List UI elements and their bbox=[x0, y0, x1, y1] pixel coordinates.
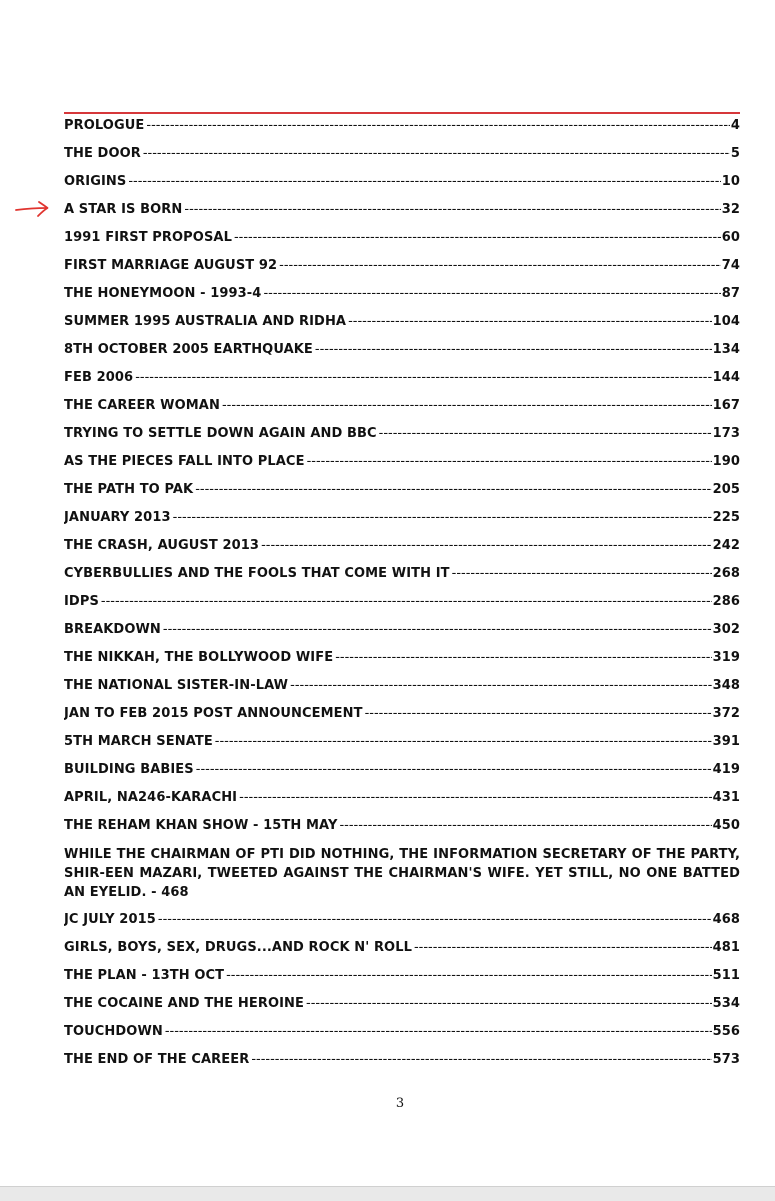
toc-entry bbox=[64, 395, 740, 423]
toc-entry bbox=[64, 703, 740, 731]
toc-entry-title: THE PLAN - 13TH OCT bbox=[64, 968, 225, 983]
toc-entry bbox=[64, 255, 740, 283]
toc-entry-page: 32 bbox=[721, 202, 740, 217]
toc-dot-leader bbox=[339, 815, 711, 837]
toc-entry-page: 225 bbox=[712, 510, 740, 525]
toc-entry-title: BUILDING BABIES bbox=[64, 762, 194, 777]
toc-entry-page: 302 bbox=[712, 622, 740, 637]
toc-dot-leader bbox=[222, 395, 712, 417]
toc-dot-leader bbox=[452, 563, 712, 585]
toc-entry-page: 481 bbox=[712, 940, 740, 955]
toc-entry-page: 5 bbox=[730, 146, 740, 161]
toc-entry-page: 144 bbox=[712, 370, 740, 385]
toc-entry-page: 167 bbox=[712, 398, 740, 413]
toc-entry-title: THE NIKKAH, THE BOLLYWOOD WIFE bbox=[64, 650, 334, 665]
toc-entry-title: THE CAREER WOMAN bbox=[64, 398, 220, 413]
toc-entry-page: 4 bbox=[730, 118, 740, 133]
toc-entry bbox=[64, 1049, 740, 1077]
toc-entry bbox=[64, 423, 740, 451]
toc-entry-page: 173 bbox=[712, 426, 740, 441]
toc-entry-page: 391 bbox=[712, 734, 740, 749]
toc-entry bbox=[64, 367, 740, 395]
toc-entry-title: ORIGINS bbox=[64, 174, 127, 189]
toc-entry-title: THE END OF THE CAREER bbox=[64, 1052, 250, 1067]
toc-entry bbox=[64, 451, 740, 479]
toc-dot-leader bbox=[143, 143, 730, 165]
page-number: 3 bbox=[395, 1096, 405, 1111]
toc-dot-leader bbox=[101, 591, 712, 613]
toc-dot-leader bbox=[306, 993, 712, 1015]
toc-list bbox=[64, 909, 740, 1077]
toc-dot-leader bbox=[379, 423, 712, 445]
toc-entry bbox=[64, 619, 740, 647]
toc-entry bbox=[64, 479, 740, 507]
toc-entry-page: 286 bbox=[712, 594, 740, 609]
toc-entry-page: 319 bbox=[712, 650, 740, 665]
toc-entry-page: 190 bbox=[712, 454, 740, 469]
toc-entry bbox=[64, 115, 740, 143]
toc-entry-page: 511 bbox=[712, 968, 740, 983]
toc-list bbox=[64, 115, 740, 843]
toc-dot-leader bbox=[196, 759, 712, 781]
toc-dot-leader bbox=[307, 451, 712, 473]
toc-entry bbox=[64, 1021, 740, 1049]
toc-dot-leader bbox=[261, 535, 712, 557]
hand-drawn-arrow-icon bbox=[14, 199, 50, 219]
toc-entry bbox=[64, 227, 740, 255]
toc-dot-leader bbox=[234, 227, 721, 249]
toc-entry bbox=[64, 993, 740, 1021]
toc-entry bbox=[64, 937, 740, 965]
toc-dot-leader bbox=[173, 507, 712, 529]
toc-entry-page: 573 bbox=[712, 1052, 740, 1067]
toc-entry-page: 419 bbox=[712, 762, 740, 777]
toc-entry-page: 534 bbox=[712, 996, 740, 1011]
toc-entry-title: AS THE PIECES FALL INTO PLACE bbox=[64, 454, 305, 469]
toc-entry bbox=[64, 507, 740, 535]
toc-entry-long: WHILE THE CHAIRMAN OF PTI DID NOTHING, THE INFORMATION SECRETARY OF THE PARTY, SHIR-EEN MAZARI, TWEETED AGAINST THE CHAIRMAN'S WIFE. YET STILL, NO ONE BATTED AN EYELID. - 468 bbox=[64, 847, 740, 900]
toc-dot-leader bbox=[163, 619, 712, 641]
toc-dot-leader bbox=[414, 937, 712, 959]
toc-dot-leader bbox=[365, 703, 712, 725]
toc-dot-leader bbox=[135, 367, 711, 389]
toc-dot-leader bbox=[263, 283, 720, 305]
toc-entry bbox=[64, 731, 740, 759]
toc-entry bbox=[64, 339, 740, 367]
toc-dot-leader bbox=[158, 909, 712, 931]
toc-entry-page: 87 bbox=[721, 286, 740, 301]
toc-entry bbox=[64, 311, 740, 339]
table-of-contents bbox=[64, 115, 740, 1077]
toc-dot-leader bbox=[279, 255, 721, 277]
viewer-bottom-bar bbox=[0, 1186, 775, 1201]
toc-entry-page: 10 bbox=[721, 174, 740, 189]
toc-entry-page: 134 bbox=[712, 342, 740, 357]
toc-dot-leader bbox=[184, 199, 720, 221]
toc-entry-title: A STAR IS BORN bbox=[64, 202, 183, 217]
toc-dot-leader bbox=[128, 171, 720, 193]
toc-entry-page: 348 bbox=[712, 678, 740, 693]
toc-entry-title: 5TH MARCH SENATE bbox=[64, 734, 213, 749]
toc-dot-leader bbox=[215, 731, 712, 753]
toc-entry-title: THE PATH TO PAK bbox=[64, 482, 194, 497]
toc-dot-leader bbox=[239, 787, 711, 809]
toc-entry-title: APRIL, NA246-KARACHI bbox=[64, 790, 238, 805]
toc-entry-page: 556 bbox=[712, 1024, 740, 1039]
toc-dot-leader bbox=[348, 311, 711, 333]
toc-entry-page: 242 bbox=[712, 538, 740, 553]
toc-entry-title: TRYING TO SETTLE DOWN AGAIN AND BBC bbox=[64, 426, 377, 441]
toc-entry bbox=[64, 591, 740, 619]
toc-dot-leader bbox=[195, 479, 711, 501]
toc-entry-title: BREAKDOWN bbox=[64, 622, 161, 637]
toc-entry bbox=[64, 535, 740, 563]
toc-entry-title: SUMMER 1995 AUSTRALIA AND RIDHA bbox=[64, 314, 347, 329]
toc-entry-page: 372 bbox=[712, 706, 740, 721]
toc-dot-leader bbox=[315, 339, 712, 361]
toc-entry-title: FIRST MARRIAGE AUGUST 92 bbox=[64, 258, 278, 273]
toc-entry-title: THE REHAM KHAN SHOW - 15TH MAY bbox=[64, 818, 338, 833]
toc-entry-title: 8TH OCTOBER 2005 EARTHQUAKE bbox=[64, 342, 313, 357]
toc-entry-page: 104 bbox=[712, 314, 740, 329]
toc-entry bbox=[64, 675, 740, 703]
toc-entry-title: TOUCHDOWN bbox=[64, 1024, 163, 1039]
toc-entry bbox=[64, 143, 740, 171]
toc-entry bbox=[64, 787, 740, 815]
toc-entry bbox=[64, 563, 740, 591]
toc-entry-title: JANUARY 2013 bbox=[64, 510, 171, 525]
toc-dot-leader bbox=[251, 1049, 711, 1071]
toc-entry-title: THE COCAINE AND THE HEROINE bbox=[64, 996, 305, 1011]
toc-entry-title: THE HONEYMOON - 1993-4 bbox=[64, 286, 262, 301]
toc-entry-title: PROLOGUE bbox=[64, 118, 145, 133]
toc-entry-page: 205 bbox=[712, 482, 740, 497]
toc-entry-page: 468 bbox=[712, 912, 740, 927]
toc-entry-title: 1991 FIRST PROPOSAL bbox=[64, 230, 232, 245]
toc-dot-leader bbox=[335, 647, 711, 669]
toc-entry-title: CYBERBULLIES AND THE FOOLS THAT COME WITH IT bbox=[64, 566, 450, 581]
toc-entry bbox=[64, 647, 740, 675]
toc-entry bbox=[64, 909, 740, 937]
toc-dot-leader bbox=[165, 1021, 712, 1043]
toc-entry-title: THE CRASH, AUGUST 2013 bbox=[64, 538, 260, 553]
toc-entry-title: THE DOOR bbox=[64, 146, 141, 161]
toc-entry-page: 450 bbox=[712, 818, 740, 833]
toc-dot-leader bbox=[146, 115, 729, 137]
toc-entry-page: 268 bbox=[712, 566, 740, 581]
toc-dot-leader bbox=[290, 675, 711, 697]
toc-entry bbox=[64, 171, 740, 199]
toc-entry-page: 74 bbox=[721, 258, 740, 273]
toc-entry-page: 431 bbox=[712, 790, 740, 805]
toc-entry-title: THE NATIONAL SISTER-IN-LAW bbox=[64, 678, 289, 693]
header-rule bbox=[64, 112, 740, 114]
toc-entry-title: JC JULY 2015 bbox=[64, 912, 156, 927]
toc-entry-title: JAN TO FEB 2015 POST ANNOUNCEMENT bbox=[64, 706, 363, 721]
toc-entry bbox=[64, 965, 740, 993]
toc-dot-leader bbox=[226, 965, 711, 987]
toc-entry-title: FEB 2006 bbox=[64, 370, 134, 385]
toc-entry bbox=[64, 283, 740, 311]
toc-entry-title: GIRLS, BOYS, SEX, DRUGS...AND ROCK N' ROLL bbox=[64, 940, 412, 955]
toc-entry bbox=[64, 199, 740, 227]
toc-entry-page: 60 bbox=[721, 230, 740, 245]
toc-entry bbox=[64, 815, 740, 843]
toc-entry bbox=[64, 759, 740, 787]
toc-entry-title: IDPS bbox=[64, 594, 99, 609]
